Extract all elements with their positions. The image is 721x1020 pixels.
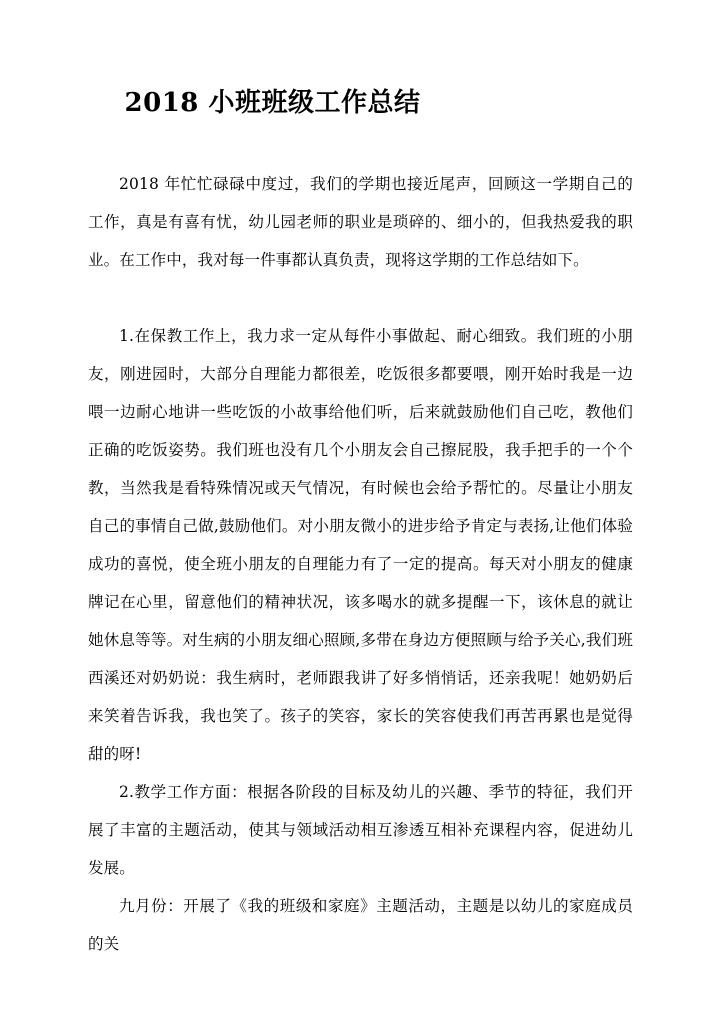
paragraph-section-1-childcare: 1.在保教工作上，我力求一定从每件小事做起、耐心细致。我们班的小朋友，刚进园时，大部分自理能力都很差，吃饭很多都要喂，刚开始时我是一边喂一边耐心地讲一些吃饭的小故事给他们听，后来就鼓励他们自己吃，教他们正确的吃饭姿势。我们班也没有几个小朋友会自己擦屁股，我手把手的一个个教，当然我是看特殊情况或天气情况，有时候也会给予帮忙的。尽量让小朋友自己的事情自己做,鼓励他们。对小朋友微小的进步给予肯定与表扬,让他们体验成功的喜悦，使全班小朋友的自理能力有了一定的提高。每天对小朋友的健康牌记在心里，留意他们的精神状况，该多喝水的就多提醒一下，该休息的就让她休息等等。对生病的小朋友细心照顾,多带在身边方便照顾与给予关心,我们班西溪还对奶奶说：我生病时，老师跟我讲了好多悄悄话，还亲我呢！她奶奶后来笑着告诉我，我也笑了。孩子的笑容，家长的笑容使我们再苦再累也是觉得甜的呀! [88,327,633,763]
page-title: 2018 小班班级工作总结 [124,88,421,118]
paragraph-section-2-teaching: 2.教学工作方面：根据各阶段的目标及幼儿的兴趣、季节的特征，我们开展了丰富的主题活动，使其与领域活动相互渗透互相补充课程内容，促进幼儿发展。 [88,783,633,877]
paragraph-block-intro [88,165,633,279]
paragraph-september-activity: 九月份：开展了《我的班级和家庭》主题活动，主题是以幼儿的家庭成员的关 [88,897,633,953]
paragraph-block-childcare [88,317,633,773]
paragraph-block-teaching [88,773,633,887]
paragraph-intro: 2018 年忙忙碌碌中度过，我们的学期也接近尾声，回顾这一学期自己的工作，真是有喜有忧，幼儿园老师的职业是琐碎的、细小的，但我热爱我的职业。在工作中，我对每一件事都认真负责，现将这学期的工作总结如下。 [88,175,633,269]
paragraph-block-september [88,887,633,963]
